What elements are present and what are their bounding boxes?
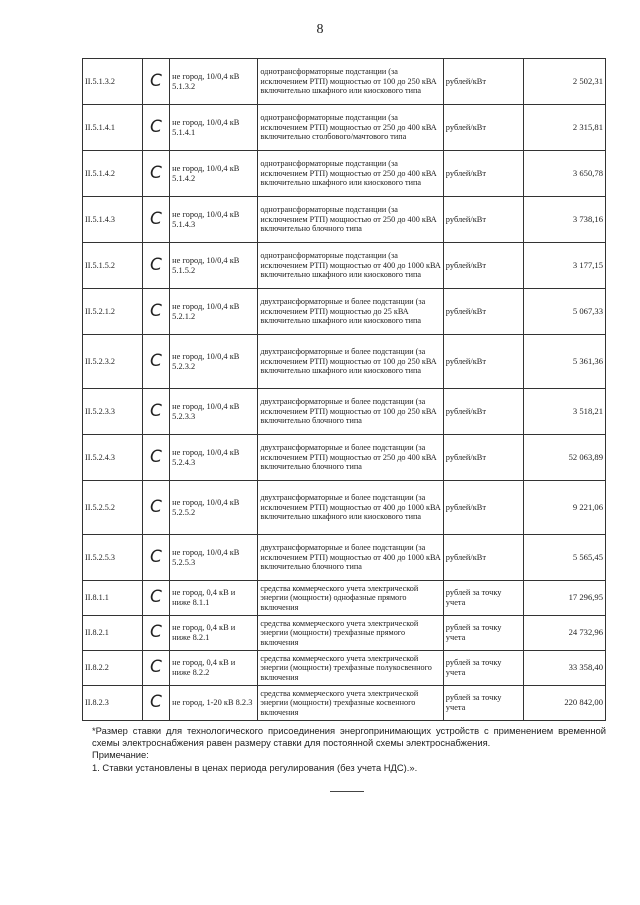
row-voltage: не город, 1-20 кВ 8.2.3 [170,686,258,721]
row-voltage: не город, 10/0,4 кВ 5.2.5.2 [170,481,258,535]
table-row [83,481,606,535]
row-code: II.8.1.1 [83,581,143,616]
row-rate-value: 3 518,21 [523,389,605,435]
footer-notes [92,725,606,774]
row-unit: рублей/кВт [443,535,523,581]
footnote: *Размер ставки для технологического присоединения энергопринимающих устройств с применением временной схемы электроснабжения равен размеру ставки для постоянной схемы электроснабжения. [92,725,606,749]
row-rate-value: 9 221,06 [523,481,605,535]
row-code: II.8.2.3 [83,686,143,721]
row-category-mark: С [142,651,169,686]
row-unit: рублей/кВт [443,105,523,151]
rates-table-body [83,59,606,721]
row-voltage: не город, 10/0,4 кВ 5.1.4.2 [170,151,258,197]
row-category-mark: С [142,335,169,389]
row-unit: рублей/кВт [443,289,523,335]
row-category-mark: С [142,59,169,105]
row-rate-value: 3 650,78 [523,151,605,197]
row-rate-value: 33 358,40 [523,651,605,686]
row-unit: рублей/кВт [443,151,523,197]
row-category-mark: С [142,105,169,151]
note-heading: Примечание: [92,749,149,761]
row-code: II.5.2.5.3 [83,535,143,581]
row-code: II.5.1.4.2 [83,151,143,197]
row-rate-value: 52 063,89 [523,435,605,481]
closing-rule [330,791,364,792]
row-voltage: не город, 10/0,4 кВ 5.2.1.2 [170,289,258,335]
table-row [83,59,606,105]
row-category-mark: С [142,289,169,335]
row-category-mark: С [142,581,169,616]
row-unit: рублей за точку учета [443,651,523,686]
page-number: 8 [316,22,324,37]
row-voltage: не город, 10/0,4 кВ 5.2.4.3 [170,435,258,481]
table-row [83,389,606,435]
row-unit: рублей за точку учета [443,616,523,651]
row-description: однотрансформаторные подстанции (за исключением РТП) мощностью от 250 до 400 кВА включительно столбового/мачтового типа [258,105,443,151]
row-rate-value: 24 732,96 [523,616,605,651]
table-row [83,535,606,581]
row-code: II.5.2.1.2 [83,289,143,335]
table-row [83,243,606,289]
row-code: II.5.2.5.2 [83,481,143,535]
row-category-mark: С [142,481,169,535]
row-voltage: не город, 10/0,4 кВ 5.1.4.3 [170,197,258,243]
row-description: двухтрансформаторные и более подстанции (за исключением РТП) мощностью от 250 до 400 кВА включительно блочного типа [258,435,443,481]
row-rate-value: 3 177,15 [523,243,605,289]
row-voltage: не город, 10/0,4 кВ 5.2.3.3 [170,389,258,435]
table-row [83,651,606,686]
row-code: II.5.1.4.3 [83,197,143,243]
row-voltage: не город, 10/0,4 кВ 5.1.4.1 [170,105,258,151]
row-description: двухтрансформаторные и более подстанции (за исключением РТП) мощностью от 400 до 1000 кВА включительно шкафного или киоскового типа [258,481,443,535]
row-unit: рублей за точку учета [443,581,523,616]
rates-table [82,58,606,721]
row-code: II.5.2.3.2 [83,335,143,389]
row-code: II.8.2.1 [83,616,143,651]
row-code: II.5.1.5.2 [83,243,143,289]
row-description: средства коммерческого учета электрической энергии (мощности) однофазные прямого включения [258,581,443,616]
table-row [83,686,606,721]
row-description: средства коммерческого учета электрической энергии (мощности) трехфазные полукосвенного включения [258,651,443,686]
row-description: двухтрансформаторные и более подстанции (за исключением РТП) мощностью до 25 кВА включительно шкафного или киоскового типа [258,289,443,335]
row-voltage: не город, 0,4 кВ и ниже 8.2.1 [170,616,258,651]
row-category-mark: С [142,151,169,197]
row-unit: рублей/кВт [443,59,523,105]
row-description: двухтрансформаторные и более подстанции (за исключением РТП) мощностью от 100 до 250 кВА включительно шкафного или киоскового типа [258,335,443,389]
table-row [83,581,606,616]
row-description: средства коммерческого учета электрической энергии (мощности) трехфазные прямого включения [258,616,443,651]
row-category-mark: С [142,535,169,581]
row-code: II.5.2.3.3 [83,389,143,435]
row-description: однотрансформаторные подстанции (за исключением РТП) мощностью от 100 до 250 кВА включительно шкафного или киоскового типа [258,59,443,105]
row-category-mark: С [142,197,169,243]
row-voltage: не город, 0,4 кВ и ниже 8.1.1 [170,581,258,616]
row-unit: рублей за точку учета [443,686,523,721]
row-rate-value: 3 738,16 [523,197,605,243]
row-category-mark: С [142,686,169,721]
table-row [83,105,606,151]
row-code: II.5.1.4.1 [83,105,143,151]
row-unit: рублей/кВт [443,243,523,289]
row-rate-value: 5 565,45 [523,535,605,581]
row-unit: рублей/кВт [443,481,523,535]
row-rate-value: 5 361,36 [523,335,605,389]
row-voltage: не город, 10/0,4 кВ 5.2.5.3 [170,535,258,581]
table-row [83,335,606,389]
row-unit: рублей/кВт [443,197,523,243]
row-description: однотрансформаторные подстанции (за исключением РТП) мощностью от 250 до 400 кВА включительно блочного типа [258,197,443,243]
row-rate-value: 2 502,31 [523,59,605,105]
table-row [83,197,606,243]
row-category-mark: С [142,435,169,481]
row-description: двухтрансформаторные и более подстанции (за исключением РТП) мощностью от 400 до 1000 кВА включительно блочного типа [258,535,443,581]
row-description: двухтрансформаторные и более подстанции (за исключением РТП) мощностью от 100 до 250 кВА включительно блочного типа [258,389,443,435]
row-unit: рублей/кВт [443,389,523,435]
row-rate-value: 5 067,33 [523,289,605,335]
row-category-mark: С [142,616,169,651]
row-rate-value: 2 315,81 [523,105,605,151]
row-unit: рублей/кВт [443,335,523,389]
row-unit: рублей/кВт [443,435,523,481]
row-voltage: не город, 10/0,4 кВ 5.1.3.2 [170,59,258,105]
row-rate-value: 220 842,00 [523,686,605,721]
row-description: однотрансформаторные подстанции (за исключением РТП) мощностью от 250 до 400 кВА включительно шкафного или киоскового типа [258,151,443,197]
row-code: II.5.1.3.2 [83,59,143,105]
row-description: средства коммерческого учета электрической энергии (мощности) трехфазные косвенного включения [258,686,443,721]
row-code: II.8.2.2 [83,651,143,686]
row-code: II.5.2.4.3 [83,435,143,481]
table-row [83,616,606,651]
table-row [83,151,606,197]
row-description: однотрансформаторные подстанции (за исключением РТП) мощностью от 400 до 1000 кВА включительно шкафного или киоскового типа [258,243,443,289]
note-item: 1. Ставки установлены в ценах периода регулирования (без учета НДС).». [92,761,418,773]
row-voltage: не город, 0,4 кВ и ниже 8.2.2 [170,651,258,686]
row-category-mark: С [142,243,169,289]
row-rate-value: 17 296,95 [523,581,605,616]
table-row [83,435,606,481]
table-row [83,289,606,335]
row-category-mark: С [142,389,169,435]
row-voltage: не город, 10/0,4 кВ 5.2.3.2 [170,335,258,389]
row-voltage: не город, 10/0,4 кВ 5.1.5.2 [170,243,258,289]
